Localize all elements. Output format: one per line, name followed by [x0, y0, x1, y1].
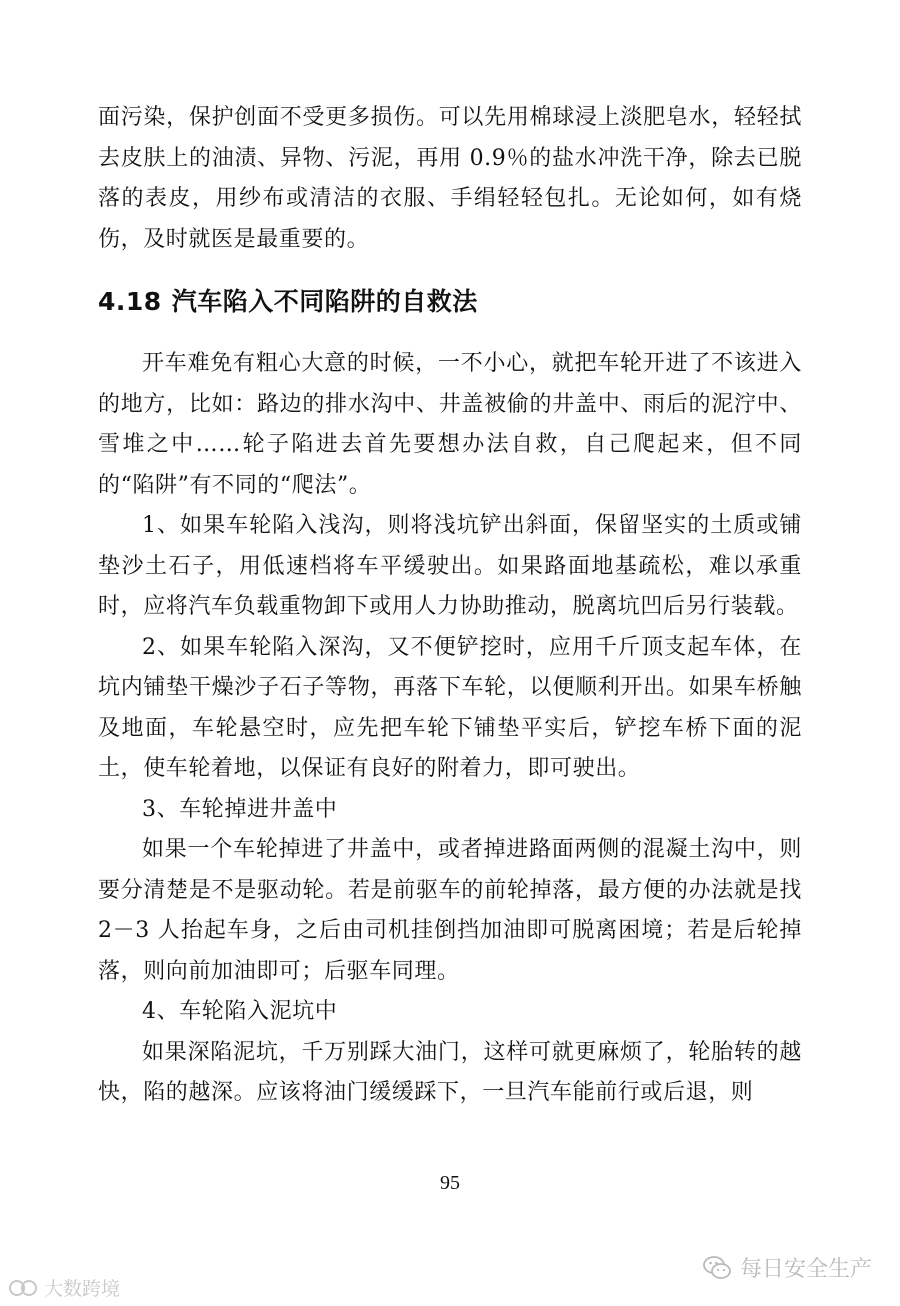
watermark-right	[702, 1252, 872, 1283]
subheading-case-3: 3、车轮掉进井盖中	[142, 796, 338, 822]
paragraph-case-3: 如果一个车轮掉进了井盖中，或者掉进路面两侧的混凝土沟中，则要分清楚是不是驱动轮。若是前驱车的前轮掉落，最方便的办法就是找 2－3 人抬起车身，之后由司机挂倒挡加油即可脱离困境；若是后轮掉落，则向前加油即可；后驱车同理。	[98, 837, 802, 984]
page-number: 95	[440, 1172, 460, 1194]
watermark-left	[8, 1274, 120, 1301]
wechat-icon	[702, 1255, 732, 1281]
section-heading	[98, 282, 802, 322]
paragraph-case-2: 2、如果车轮陷入深沟，又不便铲挖时，应用千斤顶支起车体，在坑内铺垫干燥沙子石子等物，再落下车轮，以便顺利开出。如果车桥触及地面，车轮悬空时，应先把车轮下铺垫平实后，铲挖车桥下面的泥土，使车轮着地，以保证有良好的附着力，即可驶出。	[98, 634, 802, 781]
paragraph-continued: 面污染，保护创面不受更多损伤。可以先用棉球浸上淡肥皂水，轻轻拭去皮肤上的油渍、异物、污泥，再用 0.9％的盐水冲洗干净，除去已脱落的表皮，用纱布或清洁的衣服、手绢轻轻包扎。无论如何，如有烧伤，及时就医是最重要的。	[98, 105, 802, 252]
brand-logo-icon	[8, 1277, 38, 1299]
page-content	[98, 98, 802, 1114]
paragraph-case-4: 如果深陷泥坑，千万别踩大油门，这样可就更麻烦了，轮胎转的越快，陷的越深。应该将油门缓缓踩下，一旦汽车能前行或后退，则	[98, 1039, 802, 1105]
paragraph-intro: 开车难免有粗心大意的时候，一不小心，就把车轮开进了不该进入的地方，比如：路边的排水沟中、井盖被偷的井盖中、雨后的泥泞中、雪堆之中……轮子陷进去首先要想办法自救，自己爬起来，但不同的“陷阱”有不同的“爬法”。	[98, 351, 802, 498]
watermark-left-text: 大数跨境	[44, 1278, 121, 1300]
section-title: 汽车陷入不同陷阱的自救法	[171, 287, 478, 316]
watermark-right-text: 每日安全生产	[739, 1257, 872, 1282]
subheading-case-4: 4、车轮陷入泥坑中	[142, 999, 338, 1024]
paragraph-case-1: 1、如果车轮陷入浅沟，则将浅坑铲出斜面，保留坚实的土质或铺垫沙土石子，用低速档将车平缓驶出。如果路面地基疏松，难以承重时，应将汽车负载重物卸下或用人力协助推动，脱离坑凹后另行装载。	[98, 513, 802, 619]
section-number: 4.18	[98, 287, 162, 316]
